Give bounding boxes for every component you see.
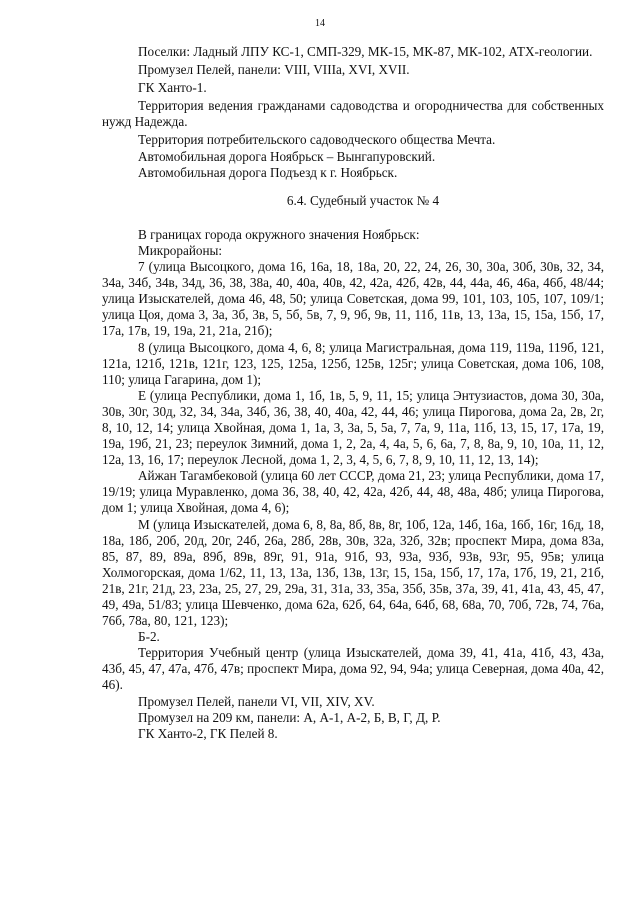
- paragraph-industrial-209km: Промузел на 209 км, панели: А, А-1, А-2, Б, В, Г, Д, Р.: [138, 709, 441, 725]
- paragraph-road-vyngapurovsky: Автомобильная дорога Ноябрьск – Вынгапуровский.: [138, 148, 436, 164]
- page-number: 14: [315, 18, 325, 29]
- paragraph-microdistrict-8: 8 (улица Высоцкого, дома 4, 6, 8; улица Магистральная, дома 119, 119а, 119б, 121, 121а, 121б, 121в, 121г, 123, 125, 125а, 125б, 125в, 125г; улица Советская, дома 106, 108, 110; улица Гагарина, дом 1);: [102, 339, 604, 387]
- paragraph-microdistrict-b2: Б-2.: [138, 629, 160, 645]
- paragraph-microdistrict-m: М (улица Изыскателей, дома 6, 8, 8а, 8б, 8в, 8г, 10б, 12а, 14б, 16а, 16б, 16г, 16д, 18, 18а, 18б, 20б, 20д, 20г, 24б, 26а, 28б, 28в, 30в, 32а, 32б, 32в; проспект Мира, дома 83а, 85, 87, 89, 89а, 89б, 89в, 89г, 91, 91а, 91б, 93, 93а, 93б, 93в, 93г, 95, 95в; улица Холмогорская, дома 1/62, 11, 13, 13а, 13б, 13в, 13г, 15, 15а, 15б, 17, 17а, 17б, 19, 21, 21б, 21в, 21г, 21д, 23, 23а, 25, 27, 29, 29а, 31, 31а, 33, 35а, 35б, 35в, 37а, 39, 41, 41а, 43, 45, 47, 49, 49а, 51/83; улица Шевченко, дома 62а, 62б, 64, 64а, 64б, 68, 68а, 70, 70б, 72в, 74, 76а, 76б, 78а, 80, 121, 123);: [102, 516, 604, 629]
- paragraph-gk-khanto-2: ГК Ханто-2, ГК Пелей 8.: [138, 725, 278, 741]
- paragraph-microdistricts: Микрорайоны:: [138, 242, 223, 258]
- paragraph-industrial-pelei: Промузел Пелей, панели: VIII, VIIIа, XVI, XVII.: [138, 62, 410, 78]
- paragraph-territory-nadezhda: Территория ведения гражданами садоводства и огородничества для собственных нужд Надежда.: [102, 98, 604, 130]
- paragraph-industrial-pelei-panels: Промузел Пелей, панели VI, VII, XIV, XV.: [138, 693, 375, 709]
- document-content: [102, 44, 604, 742]
- section-heading: 6.4. Судебный участок № 4: [286, 192, 440, 208]
- paragraph-city-bounds: В границах города окружного значения Ноябрьск:: [138, 226, 420, 242]
- paragraph-microdistrict-aizhan: Айжан Тагамбековой (улица 60 лет СССР, дома 21, 23; улица Республики, дома 17, 19/19; улица Муравленко, дома 36, 38, 40, 42, 42а, 42б, 44, 48, 48а, 48б; улица Пирогова, дом 1; улица Хвойная, дома 4, 6);: [102, 468, 604, 516]
- paragraph-microdistrict-e: Е (улица Республики, дома 1, 1б, 1в, 5, 9, 11, 15; улица Энтузиастов, дома 30, 30а, 30в, 30г, 30д, 32, 34, 34а, 34б, 36, 38, 40, 40а, 42, 44, 46; улица Пирогова, дома 2а, 2в, 2г, 8, 10, 12, 14; улица Хвойная, дома 1, 1а, 3, 3а, 5, 5а, 7, 7а, 9, 11а, 11б, 13, 15, 17, 17а, 19, 19а, 19б, 21, 23; переулок Зимний, дома 1, 2, 2а, 4, 4а, 5, 6, 6а, 7, 8, 8а, 9, 10, 10а, 11, 12, 12а, 13, 16, 17; переулок Лесной, дома 1, 2, 3, 4, 5, 6, 7, 8, 9, 10, 11, 12, 13, 14);: [102, 387, 604, 468]
- paragraph-settlements: Поселки: Ладный ЛПУ КС-1, СМП-329, МК-15, МК-87, МК-102, АТХ-геологии.: [138, 44, 593, 59]
- paragraph-territory-mechta: Территория потребительского садоводческого общества Мечта.: [138, 132, 496, 148]
- paragraph-territory-training-center: Территория Учебный центр (улица Изыскателей, дома 39, 41, 41а, 41б, 43, 43а, 43б, 45, 47, 47а, 47б, 47в; проспект Мира, дома 92, 94, 94а; улица Северная, дома 40а, 42, 46).: [102, 645, 604, 693]
- paragraph-gk-khanto-1: ГК Ханто-1.: [138, 80, 207, 96]
- paragraph-microdistrict-7: 7 (улица Высоцкого, дома 16, 16а, 18, 18а, 20, 22, 24, 26, 30, 30а, 30б, 30в, 32, 34, 34а, 34б, 34в, 34д, 36, 38, 38а, 40, 40а, 40в, 42, 42а, 42б, 42в, 44, 44а, 46, 46а, 46б, 48/44; улица Изыскателей, дома 46, 48, 50; улица Советская, дома 99, 101, 103, 105, 107, 109/1; улица Цоя, дома 3, 3а, 3б, 3в, 5, 5б, 5в, 7, 9, 9б, 9в, 11, 11б, 11в, 13, 13а, 15, 15а, 15б, 17, 17а, 17в, 19, 19а, 21, 21а, 21б);: [102, 259, 604, 339]
- paragraph-road-podezd: Автомобильная дорога Подъезд к г. Ноябрьск.: [138, 164, 398, 180]
